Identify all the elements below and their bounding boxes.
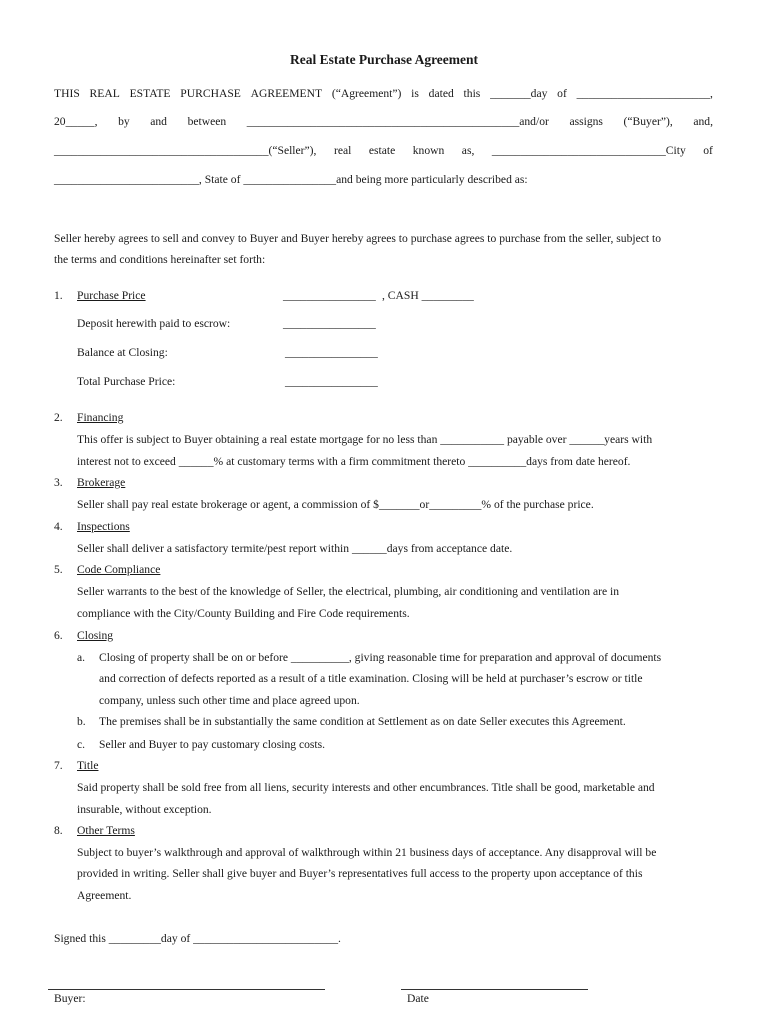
- document-title: Real Estate Purchase Agreement: [289, 52, 479, 67]
- deposit-label: Deposit herewith paid to escrow:: [77, 317, 231, 330]
- justified-word: and,: [693, 115, 713, 128]
- section-4-number: 4.: [54, 520, 63, 533]
- total-price-label: Total Purchase Price:: [77, 375, 176, 388]
- justified-word: (“Buyer”),: [623, 115, 673, 128]
- section-3-heading: Brokerage: [77, 476, 126, 489]
- justified-word: 20_____,: [54, 115, 98, 128]
- other-terms-line-2: provided in writing. Seller shall give buyer and Buyer’s representatives full access to the property upon acceptance of this: [77, 867, 643, 880]
- section-1-number: 1.: [54, 289, 63, 302]
- section-6-number: 6.: [54, 629, 63, 642]
- closing-item-c-marker: c.: [77, 738, 86, 751]
- section-3-number: 3.: [54, 476, 63, 489]
- closing-item-c-line-1: Seller and Buyer to pay customary closing costs.: [99, 738, 326, 751]
- justified-word: dated: [428, 87, 454, 100]
- balance-blank: ________________: [285, 346, 378, 359]
- justified-word: as,: [461, 144, 475, 157]
- justified-word: REAL: [89, 87, 120, 100]
- date-label: Date: [407, 992, 429, 1005]
- cash-label: , CASH _________: [382, 289, 474, 302]
- balance-label: Balance at Closing:: [77, 346, 168, 359]
- deposit-blank: ________________: [283, 317, 376, 330]
- section-5-heading: Code Compliance: [77, 563, 161, 576]
- total-price-blank: ________________: [285, 375, 378, 388]
- section-4-heading: Inspections: [77, 520, 130, 533]
- compliance-line-2: compliance with the City/County Building and Fire Code requirements.: [77, 607, 410, 620]
- justified-word: of: [557, 87, 567, 100]
- justified-word: _______________________________________________and/or: [246, 115, 549, 128]
- section-2-number: 2.: [54, 411, 63, 424]
- justified-word: (“Agreement”): [331, 87, 402, 100]
- other-terms-line-3: Agreement.: [77, 889, 132, 902]
- title-line-2: insurable, without exception.: [77, 803, 212, 816]
- justified-word: real: [333, 144, 352, 157]
- justified-word: AGREEMENT: [250, 87, 323, 100]
- intro-line-4: _________________________, State of ________________and being more particularly described as:: [54, 173, 528, 186]
- financing-line-2: interest not to exceed ______% at customary terms with a firm commitment thereto __________days from date hereof.: [77, 455, 631, 468]
- section-7-heading: Title: [77, 759, 99, 772]
- justified-word: this: [463, 87, 481, 100]
- justified-word: known: [412, 144, 445, 157]
- section-5-number: 5.: [54, 563, 63, 576]
- intro-line-1: [54, 86, 713, 102]
- closing-item-b-marker: b.: [77, 715, 86, 728]
- justified-word: and: [150, 115, 167, 128]
- section-8-number: 8.: [54, 824, 63, 837]
- preamble-line-1: Seller hereby agrees to sell and convey to Buyer and Buyer hereby agrees to purchase agrees to purchase from the seller, subject to: [54, 232, 662, 245]
- justified-word: by: [118, 115, 130, 128]
- intro-line-2: [54, 114, 713, 130]
- justified-word: estate: [368, 144, 396, 157]
- compliance-line-1: Seller warrants to the best of the knowledge of Seller, the electrical, plumbing, air conditioning and ventilation are in: [77, 585, 620, 598]
- section-8-heading: Other Terms: [77, 824, 135, 837]
- justified-word: of: [703, 144, 713, 157]
- section-6-heading: Closing: [77, 629, 114, 642]
- justified-word: ESTATE: [129, 87, 171, 100]
- justified-word: THIS: [54, 87, 80, 100]
- purchase-price-blank: ________________: [283, 289, 376, 302]
- date-signature-line: [401, 989, 588, 990]
- buyer-label: Buyer:: [54, 992, 86, 1005]
- inspections-line-1: Seller shall deliver a satisfactory termite/pest report within ______days from acceptance date.: [77, 542, 513, 555]
- justified-word: assigns: [569, 115, 603, 128]
- justified-word: is: [411, 87, 419, 100]
- justified-word: _______________________,: [576, 87, 713, 100]
- justified-word: ______________________________City: [491, 144, 686, 157]
- justified-word: _______day: [490, 87, 548, 100]
- closing-item-a-marker: a.: [77, 651, 86, 664]
- other-terms-line-1: Subject to buyer’s walkthrough and approval of walkthrough within 21 business days of acceptance. Any disapproval will be: [77, 846, 657, 859]
- signed-this-line: Signed this _________day of _________________________.: [54, 932, 341, 945]
- section-2-heading: Financing: [77, 411, 124, 424]
- preamble-line-2: the terms and conditions hereinafter set forth:: [54, 253, 266, 266]
- closing-item-a-line-2: and correction of defects reported as a result of a title examination. Closing will be held at purchaser’s escrow or title: [99, 672, 643, 685]
- title-line-1: Said property shall be sold free from all liens, security interests and other encumbrances. Title shall be good, marketable and: [77, 781, 655, 794]
- section-7-number: 7.: [54, 759, 63, 772]
- closing-item-b-line-1: The premises shall be in substantially the same condition at Settlement as on date Seller executes this Agreement.: [99, 715, 626, 728]
- financing-line-1: This offer is subject to Buyer obtaining a real estate mortgage for no less than ___________ payable over ______years with: [77, 433, 653, 446]
- intro-line-3: [54, 143, 713, 159]
- closing-item-a-line-3: company, unless such other time and place agreed upon.: [99, 694, 360, 707]
- closing-item-a-line-1: Closing of property shall be on or before __________, giving reasonable time for preparation and approval of documents: [99, 651, 662, 664]
- justified-word: _____________________________________(“Seller”),: [54, 144, 317, 157]
- section-1-heading: Purchase Price: [77, 289, 146, 302]
- justified-word: between: [187, 115, 227, 128]
- justified-word: PURCHASE: [180, 87, 241, 100]
- buyer-signature-line: [48, 989, 325, 990]
- brokerage-line-1: Seller shall pay real estate brokerage or agent, a commission of $_______or_________% of the purchase price.: [77, 498, 594, 511]
